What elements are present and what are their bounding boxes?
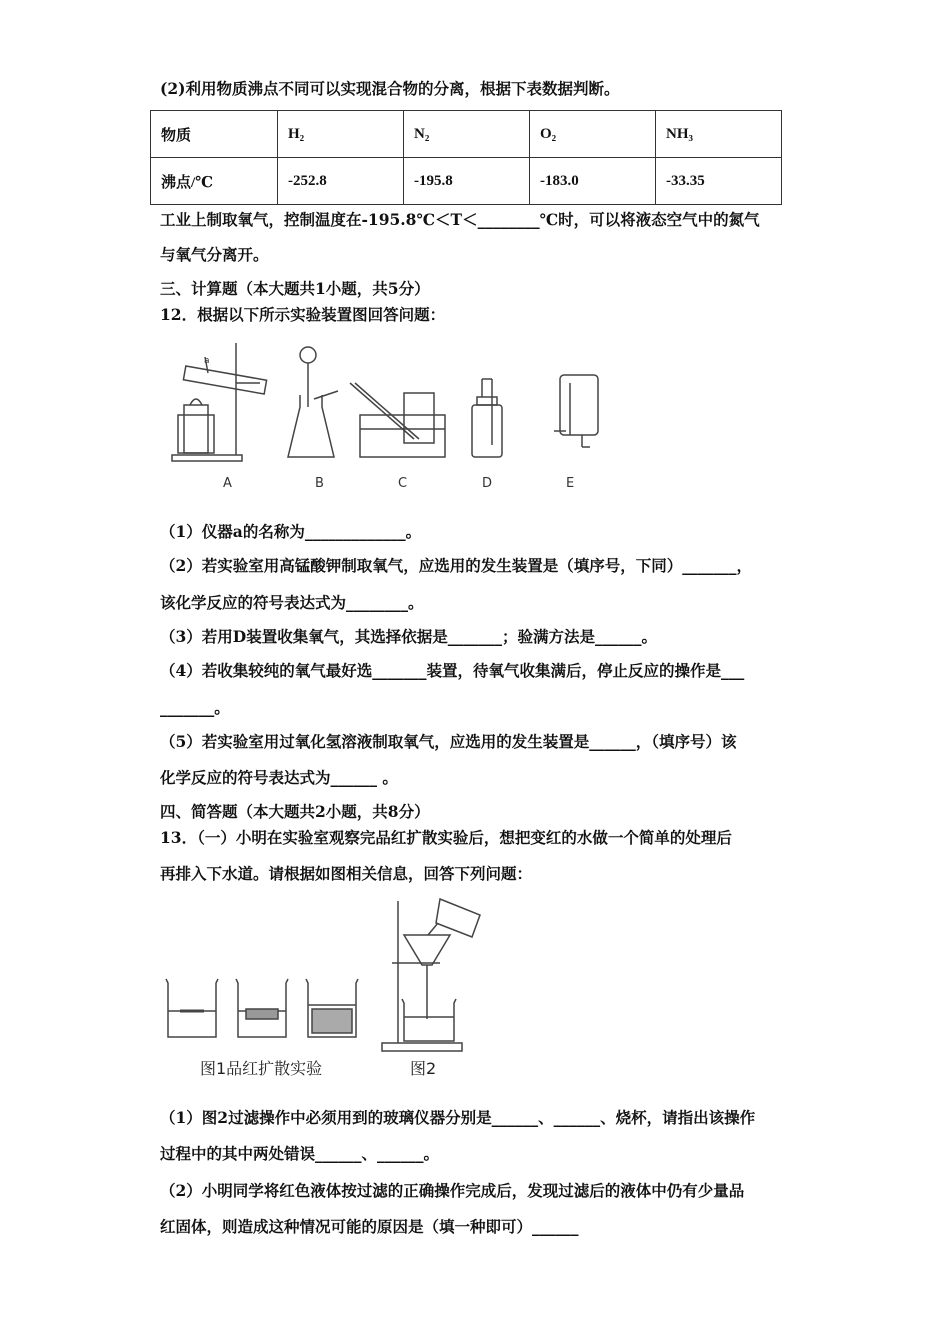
q12-part-5-line-2: 化学反应的符号表达式为______ 。: [160, 768, 398, 787]
table-header-cell: H₂: [278, 111, 404, 158]
label-a: a: [204, 356, 210, 366]
apparatus-label-b: B: [315, 476, 324, 491]
beaker-1: [166, 979, 218, 1037]
boiling-point-table: [150, 110, 782, 205]
q12-stem: 12．根据以下所示实验装置图回答问题：: [160, 305, 446, 324]
section-4-heading: 四、简答题（本大题共2小题，共8分）: [160, 802, 430, 821]
apparatus-d: [472, 379, 502, 457]
q12-part-4-line-1: （4）若收集较纯的氧气最好选_______装置，待氧气收集满后，停止反应的操作是___: [160, 661, 745, 680]
table-cell: -195.8: [404, 158, 530, 205]
q13-stem-line-1: 13．（一）小明在实验室观察完品红扩散实验后，想把变红的水做一个简单的处理后: [160, 828, 732, 847]
q12-part-1: （1）仪器a的名称为_____________。: [160, 522, 422, 541]
table-header-row: [151, 111, 782, 158]
q13-part-2-line-1: （2）小明同学将红色液体按过滤的正确操作完成后，发现过滤后的液体中仍有少量品: [160, 1181, 745, 1200]
table-header-cell: O₂: [530, 111, 656, 158]
figure-1-beakers: [160, 975, 360, 1045]
apparatus-label-c: C: [398, 476, 408, 491]
table-header-cell: N₂: [404, 111, 530, 158]
table-header-cell: 物质: [151, 111, 278, 158]
apparatus-label-a: A: [223, 476, 232, 491]
q12-part-2-line-2: 该化学反应的符号表达式为________。: [160, 593, 424, 612]
table-cell: -183.0: [530, 158, 656, 205]
q13-part-2-line-2: 红固体，则造成这种情况可能的原因是（填一种即可）______: [160, 1217, 579, 1236]
q12-part-2-line-1: （2）若实验室用高锰酸钾制取氧气，应选用的发生装置是（填序号，下同）_______，: [160, 556, 753, 575]
table-cell: -252.8: [278, 158, 404, 205]
q13-part-1-line-1: （1）图2过滤操作中必须用到的玻璃仪器分别是______、______、烧杯，请指出该操作: [160, 1108, 756, 1127]
q11-tail-line-1: 工业上制取氧气，控制温度在-195.8℃＜T＜________℃时，可以将液态空气中的氮气: [160, 210, 760, 229]
q13-part-1-line-2: 过程中的其中两处错误______、______。: [160, 1144, 440, 1163]
apparatus-label-d: D: [482, 476, 493, 491]
apparatus-c: [350, 383, 445, 457]
q13-stem-line-2: 再排入下水道。请根据如图相关信息，回答下列问题：: [160, 864, 533, 883]
table-row-label: 沸点/℃: [151, 158, 278, 205]
figure-2-filtration: [380, 895, 490, 1055]
apparatus-b: [288, 347, 338, 457]
q12-part-5-line-1: （5）若实验室用过氧化氢溶液制取氧气，应选用的发生装置是______，（填序号）该: [160, 732, 737, 751]
apparatus-a: [172, 343, 267, 461]
beaker-3: [306, 979, 358, 1037]
figure-2-caption: 图2: [410, 1059, 437, 1078]
apparatus-figure: [160, 335, 620, 465]
beaker-2: [236, 979, 288, 1037]
table-cell: -33.35: [656, 158, 782, 205]
q11-tail-line-2: 与氧气分离开。: [160, 245, 269, 264]
intro-text: (2)利用物质沸点不同可以实现混合物的分离，根据下表数据判断。: [160, 79, 620, 98]
apparatus-e: [554, 375, 598, 447]
figure-1-caption: 图1品红扩散实验: [200, 1059, 323, 1078]
apparatus-label-e: E: [566, 476, 575, 491]
table-row: [151, 158, 782, 205]
section-3-heading: 三、计算题（本大题共1小题，共5分）: [160, 279, 430, 298]
q12-part-3: （3）若用D装置收集氧气，其选择依据是_______；验满方法是______。: [160, 627, 657, 646]
table-header-cell: NH₃: [656, 111, 782, 158]
q12-part-4-line-2: _______。: [160, 698, 230, 717]
